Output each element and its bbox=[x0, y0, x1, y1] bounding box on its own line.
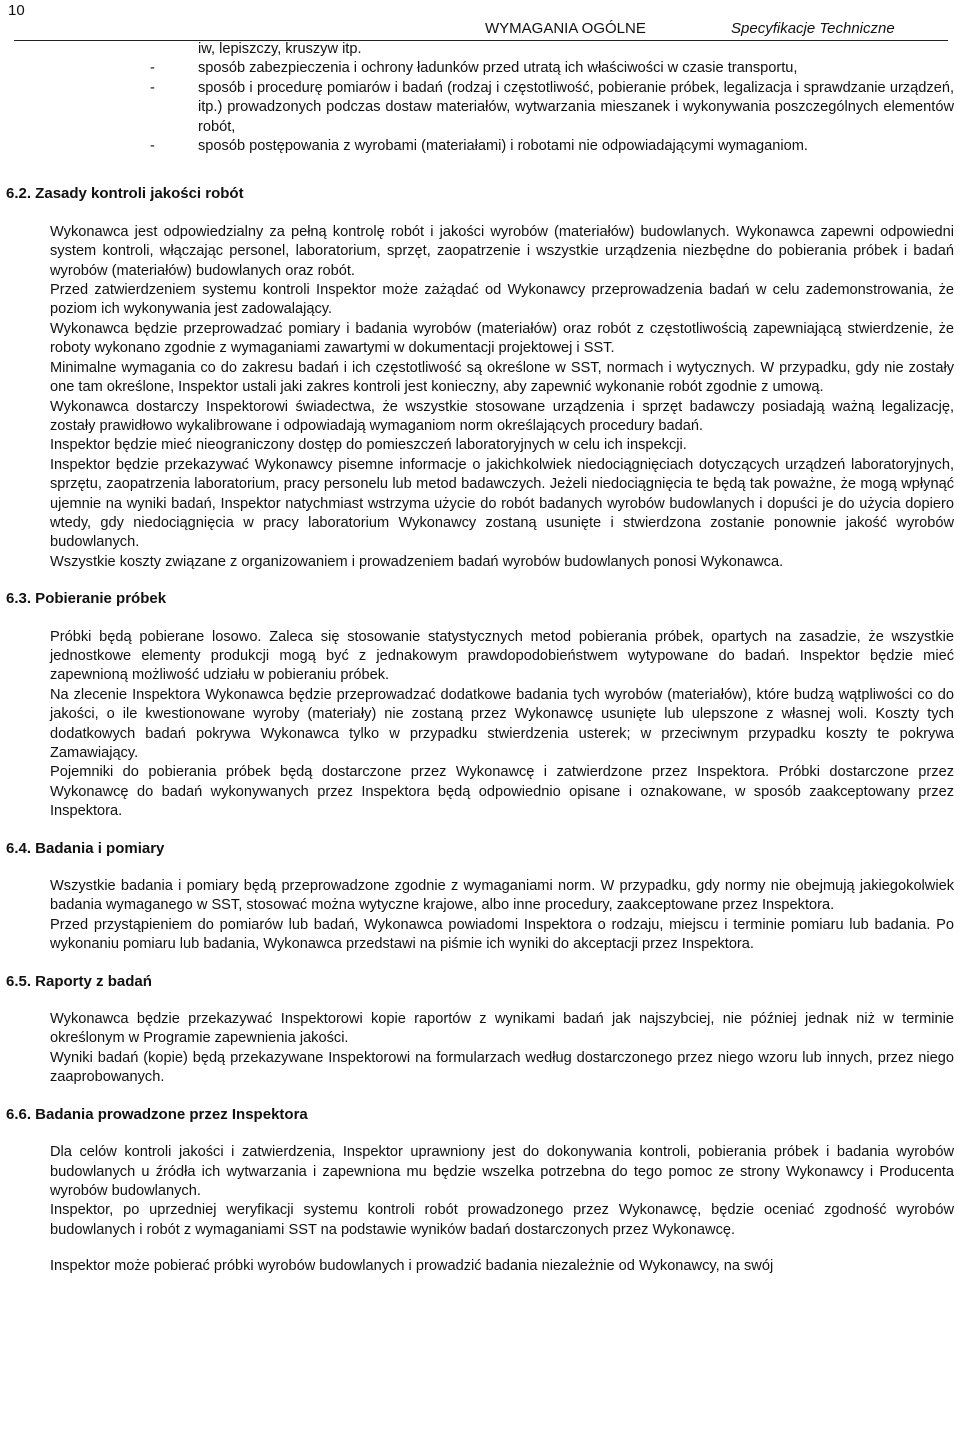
list-item-text: sposób zabezpieczenia i ochrony ładunków przed utratą ich właściwości w czasie transportu, bbox=[198, 60, 798, 77]
page-header bbox=[0, 0, 960, 44]
paragraph: Inspektor, po uprzedniej weryfikacji systemu kontroli robót prowadzonego przez Wykonawcę, będzie oceniać zgodność wyrobów budowlanych i robót z wymaganiami SST na podstawie wyników badań dostarczonych przez Wykonawcę. bbox=[50, 1202, 954, 1238]
continuation-line: iw, lepiszczy, kruszyw itp. bbox=[198, 41, 362, 57]
paragraph: Przed przystąpieniem do pomiarów lub badań, Wykonawca powiadomi Inspektora o rodzaju, miejscu i terminie pomiaru lub badania. Po wykonaniu pomiaru lub badania, Wykonawca przedstawi na piśmie ich wyniki do akceptacji przez Inspektora. bbox=[50, 916, 954, 953]
bullet-dash: - bbox=[150, 60, 155, 77]
paragraph: Inspektor będzie mieć nieograniczony dostęp do pomieszczeń laboratoryjnych w celu ich inspekcji. bbox=[50, 437, 687, 454]
paragraph: Minimalne wymagania co do zakresu badań i ich częstotliwość są określone w SST, normach i wytycznych. W przypadku, gdy nie zostały one tam określone, Inspektor ustali jaki zakres kontroli jest konieczny, aby zapewnić wykonanie robót zgodnie z umową. bbox=[50, 359, 954, 396]
paragraph: Wyniki badań (kopie) będą przekazywane Inspektorowi na formularzach według dostarczonego przez niego wzoru lub innych, przez niego zaaprobowanych. bbox=[50, 1049, 954, 1086]
list-item-text: sposób postępowania z wyrobami (materiałami) i robotami nie odpowiadającymi wymaganiom. bbox=[198, 138, 808, 155]
paragraph: Przed zatwierdzeniem systemu kontroli Inspektor może zażądać od Wykonawcy przeprowadzenia badań w celu zademonstrowania, że poziom ich wykonywania jest zadowalający. bbox=[50, 282, 954, 318]
paragraph: Próbki będą pobierane losowo. Zaleca się stosowanie statystycznych metod pobierania próbek, opartych na zasadzie, że wszystkie jednostkowe elementy produkcji mogą być z jednakowym prawdopodobieństwem wytypowane do badań. Inspektor będzie mieć zapewnioną możliwość udziału w pobieraniu próbek. bbox=[50, 628, 954, 684]
paragraph: Inspektor będzie przekazywać Wykonawcy pisemne informacje o jakichkolwiek niedociągnięciach dotyczących urządzeń laboratoryjnych, sprzętu, zaopatrzenia laboratorium, pracy personelu lub metod badawczych. Jeżeli niedociągnięcia te będą tak poważne, że mogą wpłynąć ujemnie na wyniki badań, Inspektor natychmiast wstrzyma użycie do robót badanych wyrobów budowlanych i dopuści je do użycia dopiero wtedy, gdy niedociągnięcia w pracy laboratorium Wykonawcy zostaną usunięte i stwierdzona zostanie ponownie jakość wyrobów budowlanych. bbox=[50, 456, 954, 551]
paragraph: Wykonawca będzie przekazywać Inspektorowi kopie raportów z wynikami badań jak najszybciej, nie później jednak niż w terminie określonym w Programie zapewnienia jakości. bbox=[50, 1011, 954, 1047]
list-item bbox=[150, 79, 954, 137]
bullet-dash: - bbox=[150, 79, 155, 96]
document-body bbox=[0, 40, 960, 1277]
paragraph: Na zlecenie Inspektora Wykonawca będzie przeprowadzać dodatkowe badania tych wyrobów (materiałów), które budzą wątpliwości co do jakości, o ile kwestionowane wyroby (materiały) nie zostaną przez Wykonawcę usunięte lub ulepszone z własnej woli. Koszty tych dodatkowych badań pokrywa Wykonawca tylko w przypadku stwierdzenia usterek; w przeciwnym przypadku koszty te pokrywa Zamawiający. bbox=[50, 686, 954, 761]
paragraph: Wszystkie badania i pomiary będą przeprowadzone zgodnie z wymaganiami norm. W przypadku, gdy normy nie obejmują jakiegokolwiek badania wymaganego w SST, stosować można wytyczne krajowe, albo inne procedury, zaakceptowane przez Inspektora. bbox=[50, 878, 954, 914]
section-heading-6-2: 6.2. Zasady kontroli jakości robót bbox=[6, 185, 244, 203]
header-spec-label: Specyfikacje Techniczne bbox=[731, 20, 895, 37]
list-item bbox=[150, 59, 954, 78]
page-number: 10 bbox=[8, 2, 25, 19]
paragraph: Dla celów kontroli jakości i zatwierdzenia, Inspektor uprawniony jest do dokonywania kontroli, pobierania próbek i badania wyrobów budowlanych u źródła ich wytwarzania i zapewniona mu będzie wszelka potrzebna do tego pomoc ze strony Wykonawcy i Producenta wyrobów budowlanych. bbox=[50, 1144, 954, 1199]
paragraph: Wykonawca dostarczy Inspektorowi świadectwa, że wszystkie stosowane urządzenia i sprzęt badawczy posiadają ważną legalizację, zostały prawidłowo wykalibrowane i odpowiadają wymaganiom norm określających procedury badań. bbox=[50, 398, 954, 434]
header-title: WYMAGANIA OGÓLNE bbox=[485, 20, 646, 37]
list-item-text: sposób i procedurę pomiarów i badań (rodzaj i częstotliwość, pobieranie próbek, legalizacja i sprawdzanie urządzeń, itp.) prowadzonych podczas dostaw materiałów, wytwarzania mieszanek i wykonywania poszczególnych elementów robót, bbox=[198, 79, 954, 135]
section-heading-6-3: 6.3. Pobieranie próbek bbox=[6, 590, 167, 608]
section-heading-6-5: 6.5. Raporty z badań bbox=[6, 972, 152, 990]
bullet-dash: - bbox=[150, 138, 155, 155]
paragraph: Pojemniki do pobierania próbek będą dostarczone przez Wykonawcę i zatwierdzone przez Inspektora. Próbki dostarczone przez Wykonawcę do badań wykonywanych przez Inspektora będą odpowiednio opisane i oznakowane, w sposób zaakceptowany przez Inspektora. bbox=[50, 764, 954, 820]
section-heading-6-4: 6.4. Badania i pomiary bbox=[6, 839, 165, 857]
paragraph: Wykonawca jest odpowiedzialny za pełną kontrolę robót i jakości wyrobów (materiałów) budowlanych. Wykonawca zapewni odpowiedni system kontroli, włączając personel, laboratorium, sprzęt, zaopatrzenie i wszystkie urządzenia niezbędne do pobierania próbek i badań wyrobów (materiałów) budowlanych oraz robót. bbox=[50, 223, 954, 279]
paragraph: Inspektor może pobierać próbki wyrobów budowlanych i prowadzić badania niezależnie od Wykonawcy, na swój bbox=[50, 1258, 774, 1275]
paragraph: Wszystkie koszty związane z organizowaniem i prowadzeniem badań wyrobów budowlanych ponosi Wykonawca. bbox=[50, 553, 784, 570]
paragraph: Wykonawca będzie przeprowadzać pomiary i badania wyrobów (materiałów) oraz robót z częstotliwością zapewniającą stwierdzenie, że roboty wykonano zgodnie z wymaganiami zawartymi w dokumentacji projektowej i SST. bbox=[50, 320, 954, 357]
section-heading-6-6: 6.6. Badania prowadzone przez Inspektora bbox=[6, 1105, 308, 1123]
list-item bbox=[150, 137, 954, 156]
